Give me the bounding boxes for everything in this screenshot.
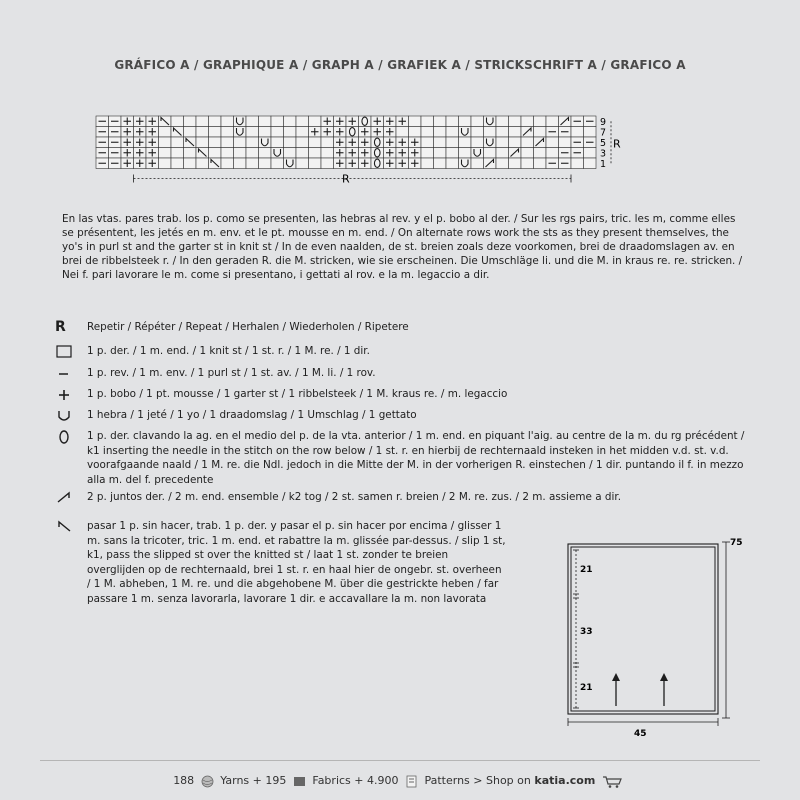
chart-cell: [209, 127, 222, 138]
legend-item-purl: [55, 366, 755, 382]
chart-cell: [159, 127, 172, 138]
chart-cell: [471, 116, 484, 127]
chart-cell: [296, 116, 309, 127]
chart-cell: [396, 127, 409, 138]
shopping-cart-icon[interactable]: [602, 775, 624, 788]
chart-cell: [559, 137, 572, 148]
chart-cell: [234, 148, 247, 159]
height-label: 75: [730, 538, 743, 548]
chart-cell: [409, 116, 422, 127]
chart-cell: [421, 137, 434, 148]
chart-cell: [184, 148, 197, 159]
chart-cell: [259, 158, 272, 169]
chart-cell: [284, 148, 297, 159]
legend-item-repeat: [55, 320, 755, 336]
chart-cell: [321, 148, 334, 159]
chart-cell: [496, 127, 509, 138]
chart-cell: [421, 148, 434, 159]
chart-cell: [471, 158, 484, 169]
chart-cell: [234, 158, 247, 169]
chart-cell: [184, 158, 197, 169]
yarn-ball-icon: [201, 775, 214, 788]
knit-below-icon: [55, 429, 77, 443]
site-link[interactable]: katia.com: [534, 774, 596, 787]
skp-icon: [55, 519, 77, 533]
repeat-side-label: R: [613, 137, 621, 151]
chart-cell: [471, 127, 484, 138]
k2tog-icon: [55, 490, 77, 504]
chart-cell: [421, 127, 434, 138]
chart-cell: [171, 158, 184, 169]
chart-cell: [521, 148, 534, 159]
chart-cell: [434, 116, 447, 127]
legend-text: 1 p. der. clavando la ag. en el medio del p. de la vta. anterior / 1 m. end. en piquant l'aig. au centre de la m. du rg précédent / k1 inserting the needle in the stitch on the row below / 1 st. r. en hierbij de rechternaald insteken in het midden v.d. st. v.d. voorafgaande naald / 1 M. re. die Ndl. jedoch in die Mitte der M. in der vorherigen R. einstechen / 1 dir. puntando il f. in mezzo alla m. del f. precedente: [87, 430, 745, 486]
chart-cell: [509, 127, 522, 138]
chart-cell: [546, 137, 559, 148]
garter-plus-icon: [55, 387, 77, 401]
row-number: 9: [600, 117, 607, 128]
chart-cell: [509, 137, 522, 148]
legend-item-yarn-over: [55, 408, 755, 424]
chart-cell: [246, 137, 259, 148]
direction-arrow-icon: [660, 673, 668, 706]
chart-cell: [234, 137, 247, 148]
chart-cell: [496, 158, 509, 169]
chart-cell: [309, 116, 322, 127]
yarns-label: Yarns + 195: [220, 774, 287, 787]
footer-divider: [40, 760, 760, 761]
chart-cell: [471, 137, 484, 148]
chart-cell: [259, 116, 272, 127]
chart-cell: [496, 148, 509, 159]
chart-cell: [321, 158, 334, 169]
knitting-chart: [90, 110, 710, 202]
chart-cell: [159, 137, 172, 148]
chart-cell: [271, 137, 284, 148]
chart-cell: [296, 148, 309, 159]
segment-label-top: 21: [580, 565, 593, 575]
chart-cell: [221, 158, 234, 169]
chart-cell: [584, 127, 597, 138]
chart-cell: [209, 148, 222, 159]
chart-cell: [246, 148, 259, 159]
chart-cell: [446, 137, 459, 148]
chart-cell: [221, 127, 234, 138]
chart-cell: [209, 137, 222, 148]
chart-cell: [271, 158, 284, 169]
chart-cell: [509, 116, 522, 127]
repeat-icon: R: [55, 319, 66, 335]
fabrics-label: Fabrics + 4.900: [312, 774, 399, 787]
chart-cell: [459, 116, 472, 127]
garment-schematic: [548, 530, 758, 745]
fabric-icon: [293, 775, 306, 788]
chart-cell: [196, 116, 209, 127]
chart-cell: [221, 148, 234, 159]
segment-label-bottom: 21: [580, 683, 593, 693]
chart-cell: [571, 158, 584, 169]
chart-cell: [571, 127, 584, 138]
footer: [0, 774, 800, 788]
chart-cell: [184, 127, 197, 138]
chart-cell: [534, 116, 547, 127]
chart-cell: [171, 148, 184, 159]
chart-cell: [296, 158, 309, 169]
legend-text: pasar 1 p. sin hacer, trab. 1 p. der. y pasar el p. sin hacer por encima / glisser 1 m. sans la tricoter, tric. 1 m. end. et rabattre la m. glissée par-dessus. / slip 1 st, k1, pass the slipped st over the knitted st / laat 1 st. zonder te breien overglijden op de rechternaald, brei 1 st. r. en haal hier de ongebr. st. overheen / 1 M. abheben, 1 M. re. und die abgehobene M. über die gestrickte heben / far passare 1 m. senza lavorarla, lavorare 1 dir. e accavallare la m. non lavorata: [87, 520, 506, 605]
chart-cell: [534, 127, 547, 138]
legend-item-k2tog: [55, 490, 755, 520]
chart-cell: [446, 148, 459, 159]
chart-cell: [534, 148, 547, 159]
chart-cell: [434, 127, 447, 138]
row-number: 1: [600, 159, 607, 170]
knit-square-icon: [55, 344, 77, 358]
chart-cell: [171, 116, 184, 127]
legend-text: 1 p. rev. / 1 m. env. / 1 purl st / 1 st. av. / 1 M. li. / 1 rov.: [87, 367, 376, 379]
chart-cell: [434, 148, 447, 159]
chart-cell: [271, 127, 284, 138]
width-label: 45: [634, 729, 647, 739]
chart-cell: [184, 116, 197, 127]
chart-cell: [546, 148, 559, 159]
chart-cell: [246, 127, 259, 138]
chart-cell: [446, 116, 459, 127]
chart-cell: [221, 137, 234, 148]
chart-cell: [446, 158, 459, 169]
legend-item-knit: [55, 344, 755, 360]
chart-cell: [246, 116, 259, 127]
chart-cell: [221, 116, 234, 127]
intro-paragraph: En las vtas. pares trab. los p. como se presenten, las hebras al rev. y el p. bobo al der. / Sur les rgs pairs, tric. les m, comme elles se présentent, les jetés en m. env. et le pt. mousse en m. end. / On alternate rows work the sts as they present themselves, the yo's in purl st and the garter st in knit st / In de even naalden, de st. breien zoals deze voorkomen, brei de draadomslagen av. en brei de ribbelsteek r. / In den geraden R. die M. stricken, wie sie erscheinen. Die Umschläge li. und die M. in kraus re. re. stricken. / Nei f. pari lavorare le m. come si presentano, i gettati al rov. e la m. legaccio a dir.: [62, 213, 743, 281]
chart-cell: [196, 137, 209, 148]
chart-cell: [296, 137, 309, 148]
chart-cell: [171, 137, 184, 148]
chart-cell: [309, 148, 322, 159]
chart-cell: [459, 137, 472, 148]
yarns-count: 188: [173, 774, 195, 787]
chart-cell: [284, 116, 297, 127]
chart-cell: [421, 158, 434, 169]
chart-cell: [259, 148, 272, 159]
repeat-bottom-label: R: [342, 172, 350, 186]
chart-cell: [521, 116, 534, 127]
chart-cell: [271, 116, 284, 127]
chart-cell: [509, 158, 522, 169]
chart-cell: [196, 158, 209, 169]
chart-cell: [321, 137, 334, 148]
legend-text: Repetir / Répéter / Repeat / Herhalen / Wiederholen / Ripetere: [87, 321, 409, 333]
chart-cell: [459, 148, 472, 159]
chart-cell: [159, 158, 172, 169]
chart-cell: [246, 158, 259, 169]
chart-cell: [434, 137, 447, 148]
row-number: 5: [600, 138, 607, 149]
page-title: GRÁFICO A / GRAPHIQUE A / GRAPH A / GRAFIEK A / STRICKSCHRIFT A / GRAFICO A: [114, 58, 686, 72]
chart-cell: [446, 127, 459, 138]
legend-text: 1 p. bobo / 1 pt. mousse / 1 garter st / 1 ribbelsteek / 1 M. kraus re. / m. legaccio: [87, 388, 508, 400]
chart-cell: [409, 127, 422, 138]
purl-dash-icon: [55, 366, 77, 380]
row-number: 3: [600, 148, 607, 160]
pattern-sheet-icon: [405, 775, 418, 788]
chart-cell: [421, 116, 434, 127]
chart-cell: [159, 148, 172, 159]
row-number: 7: [600, 127, 607, 139]
chart-cell: [584, 148, 597, 159]
chart-cell: [496, 116, 509, 127]
chart-cell: [484, 127, 497, 138]
legend-text: 1 hebra / 1 jeté / 1 yo / 1 draadomslag / 1 Umschlag / 1 gettato: [87, 409, 417, 421]
chart-cell: [259, 127, 272, 138]
patterns-label: Patterns > Shop on: [424, 774, 531, 787]
chart-cell: [284, 137, 297, 148]
chart-cell: [546, 116, 559, 127]
segment-label-middle: 33: [580, 627, 593, 637]
chart-cell: [309, 158, 322, 169]
direction-arrow-icon: [612, 673, 620, 706]
legend-item-knit-below: [55, 429, 755, 489]
chart-cell: [521, 158, 534, 169]
chart-cell: [196, 127, 209, 138]
chart-cell: [534, 158, 547, 169]
legend-text: 1 p. der. / 1 m. end. / 1 knit st / 1 st. r. / 1 M. re. / 1 dir.: [87, 345, 370, 357]
chart-cell: [496, 137, 509, 148]
chart-cell: [309, 137, 322, 148]
legend-item-garter: [55, 387, 755, 403]
chart-cell: [284, 127, 297, 138]
chart-cell: [521, 137, 534, 148]
legend-text: 2 p. juntos der. / 2 m. end. ensemble / k2 tog / 2 st. samen r. breien / 2 M. re. zus. / 2 m. assieme a dir.: [87, 491, 622, 503]
chart-cell: [434, 158, 447, 169]
chart-cell: [584, 158, 597, 169]
chart-cell: [484, 148, 497, 159]
chart-cell: [296, 127, 309, 138]
chart-cell: [209, 116, 222, 127]
yarn-over-icon: [55, 408, 77, 422]
